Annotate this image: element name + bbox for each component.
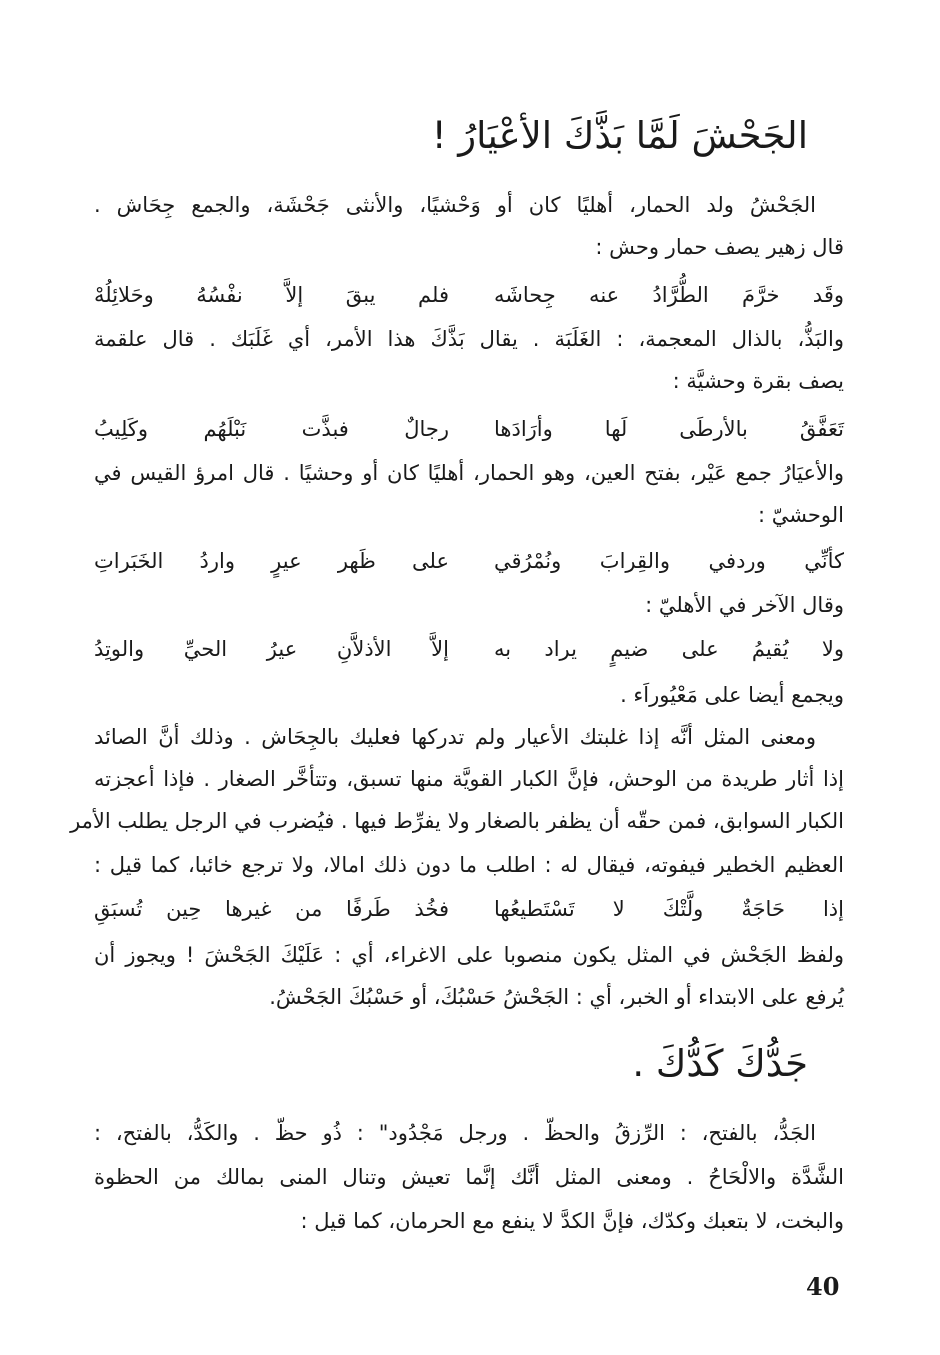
- paragraph-line: يُرفع على الابتداء أو الخبر، أي : الجَحْشُ حَسْبُكَ، أو حَسْبُكَ الجَحْشُ.: [269, 985, 844, 1009]
- paragraph-line: العظيم الخطير فيفوته، فيقال له : اطلب ما دون ذلك امالا، ولا ترجع خائبا، كما قيل :: [94, 853, 844, 877]
- verse-hemistich-second: فلم يبقَ إلاَّ نفْسُهُ وحَلائِلُهْ: [94, 283, 449, 307]
- verse-hemistich-first: كأنِّي وردفي والقِرابَ ونُمْرُقي: [494, 549, 844, 573]
- verse-line: [94, 546, 844, 576]
- verse-line: [94, 280, 844, 310]
- paragraph-line: ولفظ الجَحْش في المثل يكون منصوبا على الاغراء، أي : عَلَيْكَ الجَحْشَ ! ويجوز أن: [94, 943, 844, 967]
- verse-hemistich-second: رجالٌ فبذَّت نَبْلَهُم وكَلِيبُ: [94, 417, 449, 441]
- paragraph-line: والأعيَارُ جمع عَيْر، بفتح العين، وهو الحمار، أهليًا كان أو وحشيًا . قال امرؤ القيس في: [94, 461, 844, 485]
- paragraph-line: ويجمع أيضا على مَعْيُوراَء .: [620, 683, 844, 707]
- paragraph-line: والبخت، لا بتعبك وكدّك، فإنَّ الكدَّ لا ينفع مع الحرمان، كما قيل :: [300, 1209, 844, 1233]
- verse-line: [94, 634, 844, 664]
- verse-line: [94, 894, 844, 924]
- verse-hemistich-first: تَعَفَّقُ بالأرطَى لَها وأرَادَها: [494, 417, 844, 441]
- verse-hemistich-second: إلاَّ الأذلاَّنِ عيرُ الحيِّ والوتِدُ: [94, 637, 449, 661]
- verse-hemistich-second: على ظَهر عيرٍ واردُ الخَبَراتِ: [94, 549, 449, 573]
- paragraph-line: الكبار السوابق، فمن حقّه أن يظفر بالصغار ولا يفرِّط فيها . فيُضرب في الرجل يطلب الأمر: [70, 809, 844, 833]
- verse-hemistich-second: فخُذ طَرفًا من غيرها حِين تُسبَقِ: [94, 897, 449, 921]
- verse-hemistich-first: إذا حَاجَةٌ ولَّتْكَ لا تَسْتَطيعُها: [494, 897, 844, 921]
- paragraph-line: الجَدُّ، بالفتح، : الرِّزقُ والحظّ . ورجل مَجْدُود" : ذُو حظّ . والكَدُّ، بالفتح، :: [94, 1121, 816, 1145]
- paragraph-line: إذا أثار طريدة من الوحش، فإنَّ الكبار القويَّة منها تسبق، وتتأخَّر الصغار . فإذا أعجزته: [94, 767, 844, 791]
- section-title-1: الجَحْشَ لَمَّا بَذَّكَ الأعْيَارُ !: [431, 114, 808, 157]
- verse-hemistich-first: وقَد خرَّمَ الطُّرَّادُ عنه جِحاشَه: [494, 283, 844, 307]
- paragraph-line: الجَحْشُ ولد الحمار، أهليًا كان أو وَحْشيًا، والأنثى جَحْشَة، والجمع جِحَاش .: [94, 193, 816, 217]
- paragraph-line: والبَذُّ، بالذال المعجمة، : الغَلَبَة . يقال بَذَّكَ هذا الأمر، أي غَلَبَك . قال علقمة: [94, 327, 844, 351]
- paragraph-line: يصف بقرة وحشيَّة :: [672, 369, 844, 393]
- verse-hemistich-first: ولا يُقيمُ على ضيمٍ يراد به: [494, 637, 844, 661]
- paragraph-line: ومعنى المثل أنَّه إذا غلبتك الأعيار ولم تدركها فعليك بالجِحَاش . وذلك أنَّ الصائد: [94, 725, 816, 749]
- section-title-2: جَدُّكَ كَدُّكَ .: [632, 1042, 808, 1085]
- paragraph-line: وقال الآخر في الأهليّ :: [645, 593, 844, 617]
- paragraph-line: قال زهير يصف حمار وحش :: [595, 235, 844, 259]
- verse-line: [94, 414, 844, 444]
- paragraph-line: الشَّدَّة والالْحَاحُ . ومعنى المثل أنَّك إنَّما تعيش وتنال المنى بمالك من الحظوة: [94, 1165, 844, 1189]
- page-number: 40: [806, 1272, 840, 1301]
- paragraph-line: الوحشيّ :: [757, 503, 844, 527]
